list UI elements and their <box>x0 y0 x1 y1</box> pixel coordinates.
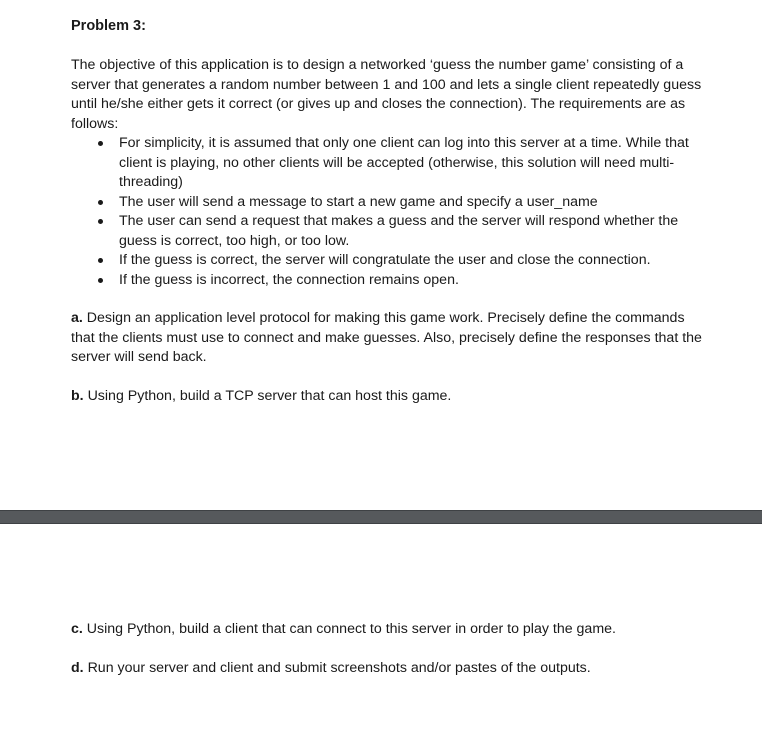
part-b-text: Using Python, build a TCP server that can host this game. <box>87 388 452 404</box>
page-break-divider <box>0 510 762 524</box>
list-item <box>71 251 711 271</box>
requirements-list <box>71 134 711 290</box>
bullet-icon <box>98 258 103 263</box>
bullet-icon <box>98 219 103 224</box>
part-b-label: b. <box>71 388 84 404</box>
requirement-text: If the guess is correct, the server will congratulate the user and close the connection. <box>119 252 651 268</box>
problem-intro: The objective of this application is to design a networked ‘guess the number game’ consisting of a server that generates a random number between 1 and 100 and lets a single client repeatedly guess until he/she either gets it correct (or gives up and closes the connection). The requirements are as follows: <box>71 57 702 132</box>
part-c-text: Using Python, build a client that can connect to this server in order to play the game. <box>86 621 616 637</box>
list-item <box>71 134 711 193</box>
part-c <box>71 620 711 640</box>
part-d <box>71 659 711 679</box>
part-c-label: c. <box>71 621 83 637</box>
bullet-icon <box>98 141 103 146</box>
requirement-text: The user can send a request that makes a guess and the server will respond whether the guess is correct, too high, or too low. <box>119 213 679 249</box>
part-d-label: d. <box>71 660 84 676</box>
part-a-label: a. <box>71 310 83 326</box>
list-item <box>71 212 711 251</box>
part-d-text: Run your server and client and submit screenshots and/or pastes of the outputs. <box>87 660 591 676</box>
list-item <box>71 193 711 213</box>
requirement-text: For simplicity, it is assumed that only one client can log into this server at a time. While that client is playing, no other clients will be accepted (otherwise, this solution will need multi-threading) <box>119 135 689 190</box>
bullet-icon <box>98 200 103 205</box>
part-a <box>71 309 711 368</box>
requirement-text: If the guess is incorrect, the connection remains open. <box>119 271 459 288</box>
part-a-text: Design an application level protocol for making this game work. Precisely define the commands that the clients must use to connect and make guesses. Also, precisely define the responses that the server will send back. <box>71 310 702 365</box>
problem-title: Problem 3: <box>71 18 146 34</box>
part-b <box>71 387 711 407</box>
requirement-text: The user will send a message to start a new game and specify a user_name <box>119 193 598 210</box>
bullet-icon <box>98 278 103 283</box>
list-item <box>71 271 711 291</box>
